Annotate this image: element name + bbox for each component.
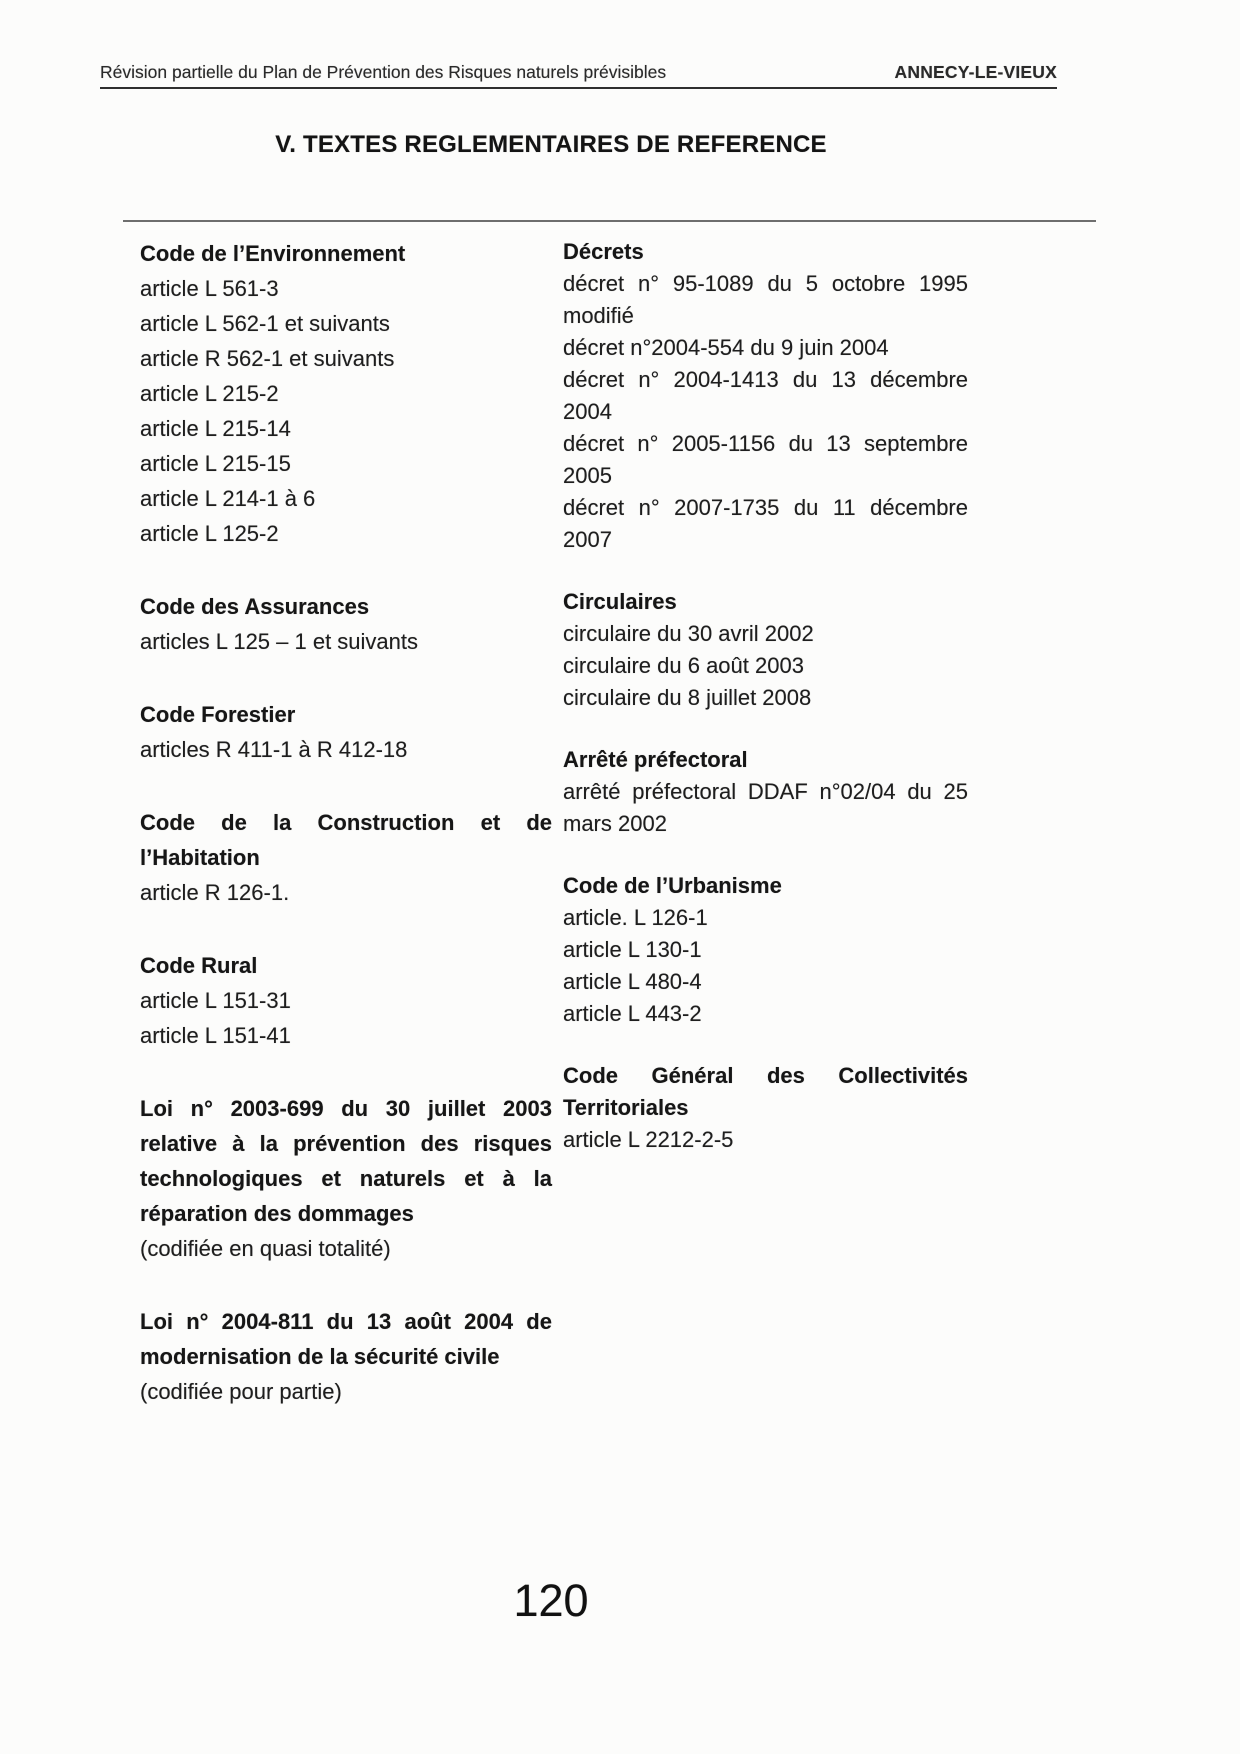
section-item: (codifiée en quasi totalité) — [140, 1236, 391, 1261]
section-title: V. TEXTES REGLEMENTAIRES DE REFERENCE — [275, 131, 827, 158]
header-document-title: Révision partielle du Plan de Prévention des Risques naturels prévisibles — [100, 62, 667, 82]
section-heading: Code de la Construction et de l’Habitation — [140, 810, 552, 870]
section-item: décret n° 2007-1735 du 11 décembre 2007 — [563, 495, 968, 552]
section-item: article L 443-2 — [563, 1001, 702, 1026]
section-item: circulaire du 6 août 2003 — [563, 653, 804, 678]
section-heading: Loi n° 2003-699 du 30 juillet 2003 relative à la prévention des risques technologiques et naturels et à la réparation des dommages — [140, 1096, 552, 1226]
section — [563, 586, 968, 714]
section-heading: Arrêté préfectoral — [563, 747, 748, 772]
section-heading: Circulaires — [563, 589, 677, 614]
section-item: article L 561-3 — [140, 276, 279, 301]
divider-line — [123, 220, 1096, 222]
section — [140, 805, 552, 910]
section-heading: Code de l’Environnement — [140, 241, 406, 266]
section-item: article L 215-2 — [140, 381, 279, 406]
section-item: article. L 126-1 — [563, 905, 708, 930]
section-heading: Code Rural — [140, 953, 258, 978]
section — [140, 697, 552, 767]
section-item: décret n° 2004-1413 du 13 décembre 2004 — [563, 367, 968, 424]
section — [140, 589, 552, 659]
section-heading: Loi n° 2004-811 du 13 août 2004 de modernisation de la sécurité civile — [140, 1309, 552, 1369]
section — [140, 236, 552, 551]
section — [140, 1304, 552, 1409]
section-item: article L 480-4 — [563, 969, 702, 994]
section-item: (codifiée pour partie) — [140, 1379, 342, 1404]
section-item: articles R 411-1 à R 412-18 — [140, 737, 408, 762]
section-item: circulaire du 8 juillet 2008 — [563, 685, 812, 710]
section — [563, 236, 968, 556]
section — [563, 744, 968, 840]
right-column — [563, 236, 968, 1156]
section-item: article L 214-1 à 6 — [140, 486, 316, 511]
content-area — [140, 236, 968, 1409]
section — [563, 1060, 968, 1156]
section-item: article R 562-1 et suivants — [140, 346, 395, 371]
section-heading: Code des Assurances — [140, 594, 370, 619]
section-item: article L 130-1 — [563, 937, 702, 962]
page-header — [100, 62, 1057, 89]
section-item: article L 215-15 — [140, 451, 291, 476]
section — [563, 870, 968, 1030]
section-item: décret n°2004-554 du 9 juin 2004 — [563, 335, 889, 360]
section-item: article L 125-2 — [140, 521, 279, 546]
section-item: arrêté préfectoral DDAF n°02/04 du 25 mars 2002 — [563, 779, 968, 836]
section-item: article L 562-1 et suivants — [140, 311, 390, 336]
section-item: articles L 125 – 1 et suivants — [140, 629, 419, 654]
section — [140, 1091, 552, 1266]
section-item: décret n° 95-1089 du 5 octobre 1995 modifié — [563, 271, 968, 328]
page-number: 120 — [513, 1575, 589, 1626]
section-heading: Code de l’Urbanisme — [563, 873, 782, 898]
section-item: article L 151-31 — [140, 988, 291, 1013]
section-item: article L 215-14 — [140, 416, 291, 441]
header-location: ANNECY-LE-VIEUX — [894, 62, 1057, 82]
section-heading: Code Forestier — [140, 702, 296, 727]
section-item: article L 2212-2-5 — [563, 1127, 734, 1152]
section-item: décret n° 2005-1156 du 13 septembre 2005 — [563, 431, 968, 488]
left-column — [140, 236, 552, 1409]
section-item: article L 151-41 — [140, 1023, 291, 1048]
section — [140, 948, 552, 1053]
section-item: article R 126-1. — [140, 880, 290, 905]
section-heading: Code Général des Collectivités Territoriales — [563, 1063, 968, 1120]
section-item: circulaire du 30 avril 2002 — [563, 621, 814, 646]
section-heading: Décrets — [563, 239, 644, 264]
